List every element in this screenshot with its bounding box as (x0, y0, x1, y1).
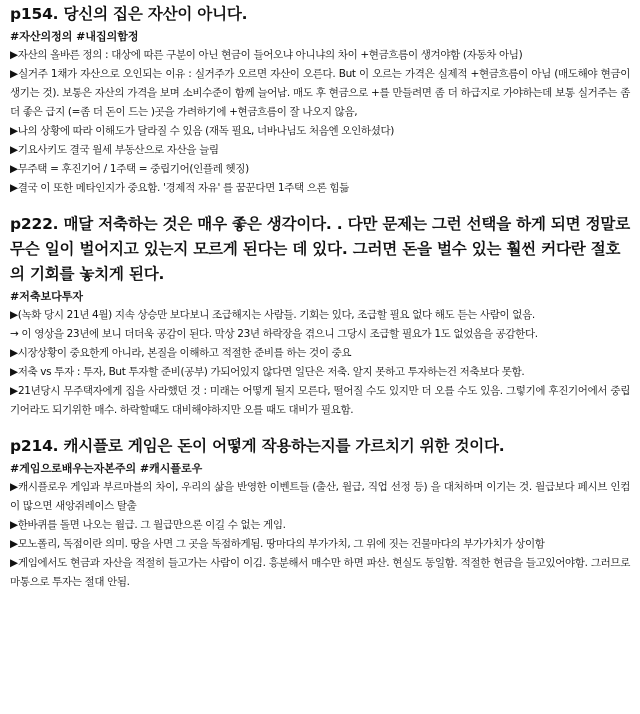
bullet-paragraph: ▶캐시플로우 게임과 부르마블의 차이, 우리의 삶을 반영한 이벤트들 (출산, 월급, 직업 선정 등) 을 대처하며 이기는 것. 월급보다 페시브 인컴이 많으면 새앙쥐레이스 탈출 (10, 481, 630, 512)
bullet-paragraph: ▶무주택 = 후진기어 / 1주택 = 중립기어(인플레 헷징) (10, 163, 249, 175)
section-hashtags: #게임으로배우는자본주의 #캐시플로우 (10, 462, 203, 475)
bullet-paragraph: ▶모노폴리, 독점이란 의미. 땅을 사면 그 곳을 독점하게됨. 땅마다의 부가가치, 그 위에 짓는 건물마다의 부가가치가 상이함 (10, 538, 545, 550)
section-hashtags: #자산의정의 #내집의함정 (10, 30, 139, 43)
bullet-paragraph: ▶21년당시 무주택자에게 집을 사라했던 것 : 미래는 어떻게 될지 모른다, 떨어질 수도 있지만 더 오를 수도 있음. 그렇기에 후진기어에서 중립기어라도 되기위한 매수. 하락할때도 대비해야하지만 오를 때도 대비가 필요함. (10, 385, 630, 416)
section-p154 (10, 2, 630, 198)
section-heading: p154. 당신의 집은 자산이 아니다. (10, 5, 248, 23)
section-heading: p222. 매달 저축하는 것은 매우 좋은 생각이다. . 다만 문제는 그런 선택을 하게 되면 정말로 무슨 일이 벌어지고 있는지 모르게 된다는 데 있다. 그러면 돈을 벌수 있는 훨씬 커다란 절호의 기회를 놓치게 된다. (10, 215, 630, 283)
bullet-paragraph: ▶자산의 올바른 정의 : 대상에 따른 구분이 아닌 현금이 들어오냐 아니냐의 차이 +현금흐름이 생겨야함 (자동차 아님) (10, 49, 523, 61)
section-hashtags: #저축보다투자 (10, 290, 83, 303)
bullet-paragraph: ▶나의 상황에 따라 이해도가 달라질 수 있음 (재독 필요, 너바나님도 처음엔 오인하셨다) (10, 125, 395, 137)
bullet-paragraph: ▶결국 이 또한 메타인지가 중요함. '경제적 자유' 를 꿈꾼다면 1주택 으론 힘듦 (10, 182, 349, 194)
bullet-paragraph: ▶저축 vs 투자 : 투자, But 투자할 준비(공부) 가되어있지 않다면 일단은 저축. 알지 못하고 투자하는건 저축보다 못함. (10, 366, 525, 378)
bullet-paragraph: → 이 영상을 23년에 보니 더더욱 공감이 된다. 막상 23년 하락장을 겪으니 그당시 조급할 필요가 1도 없었음을 공감한다. (10, 328, 538, 340)
bullet-paragraph: ▶게임에서도 현금과 자산을 적절히 들고가는 사람이 이김. 흥분해서 매수만 하면 파산. 현실도 동일함. 적절한 현금을 들고있어야함. 그러므로 마통으로 투자는 절대 안됨. (10, 557, 630, 588)
section-p222 (10, 212, 630, 420)
section-heading: p214. 캐시플로 게임은 돈이 어떻게 작용하는지를 가르치기 위한 것이다. (10, 437, 505, 455)
bullet-paragraph: ▶실거주 1채가 자산으로 오인되는 이유 : 실거주가 오르면 자산이 오른다. But 이 오르는 가격은 실제적 +현금흐름이 아님 (매도해야 현금이 생기는 것). 보통은 자산의 가격을 보며 소비수준이 함께 늘어남. 매도 후 현금으로 +를 만들려면 좀 더 하급지로 가야하는데 보통 실거주는 좀더 좋은 급지 (=좀 더 돈이 드는 )곳을 가려하기에 +현금흐름이 잘 나오지 않음, (10, 68, 630, 118)
bullet-paragraph: ▶한바퀴를 돌면 나오는 월급. 그 월급만으론 이길 수 없는 게임. (10, 519, 286, 531)
bullet-paragraph: ▶기요사키도 결국 월세 부동산으로 자산을 늘림 (10, 144, 219, 156)
section-p214 (10, 434, 630, 592)
bullet-paragraph: ▶(녹화 당시 21년 4월) 지속 상승만 보다보니 조급해지는 사람들. 기회는 있다, 조급할 필요 없다 해도 듣는 사람이 없음. (10, 309, 535, 321)
bullet-paragraph: ▶시장상황이 중요한게 아니라, 본질을 이해하고 적절한 준비를 하는 것이 중요 (10, 347, 352, 359)
